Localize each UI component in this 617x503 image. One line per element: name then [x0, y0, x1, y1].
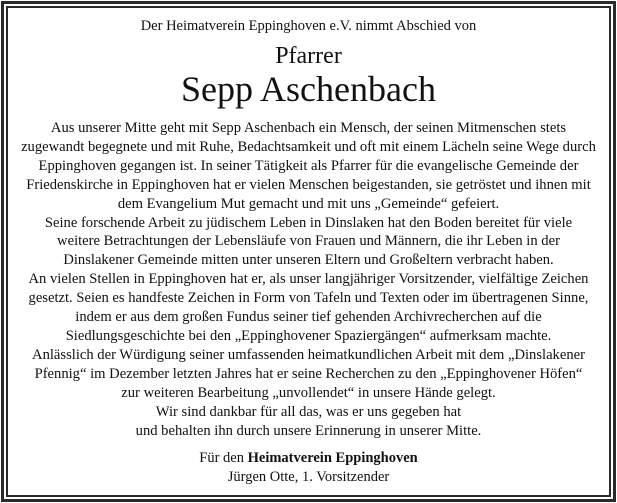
body-line: Anlässlich der Würdigung seiner umfassenden heimatkundlichen Arbeit mit dem „Dinslakener: [32, 346, 585, 363]
body-line: Dinslakener Gemeinde mitten unter unseren Eltern und Großeltern verbracht haben.: [63, 252, 554, 269]
body-line: Friedenskirche in Eppinghoven hat er vielen Menschen beigestanden, sie getröstet und ihnen mit: [26, 176, 591, 193]
body-line: Aus unserer Mitte geht mit Sepp Aschenbach ein Mensch, der seinen Mitmenschen stets: [50, 120, 567, 136]
obituary-body: [8, 119, 609, 440]
body-line: gesetzt. Seien es handfeste Zeichen in Form von Tafeln und Texten oder im übertragenen Sinne,: [28, 290, 589, 307]
signer-name: Jürgen Otte, 1. Vorsitzender: [227, 469, 390, 485]
obituary-notice: [8, 8, 609, 495]
body-line: und behalten ihn durch unsere Erinnerung in unserer Mitte.: [135, 422, 482, 439]
body-line: dem Evangelium Mut gemacht und mit uns „Gemeinde“ gefeiert.: [117, 195, 500, 212]
body-line: Pfennig“ im Dezember letzten Jahres hat er seine Recherchen zu den „Eppinghovener Höfen“: [34, 365, 583, 382]
intro-line: Der Heimatverein Eppinghoven e.V. nimmt Abschied von: [140, 18, 477, 34]
organization-name: Heimatverein Eppinghoven: [247, 450, 418, 466]
body-line: Siedlungsgeschichte bei den „Eppinghovener Spaziergängen“ aufmerksam machte.: [65, 327, 552, 344]
deceased-title: Pfarrer: [275, 43, 342, 69]
body-line: indem er aus dem großen Fundus seiner tief gehenden Archivrecherchen auf die: [75, 309, 542, 326]
body-line: Wir sind dankbar für all das, was er uns gegeben hat: [155, 403, 462, 420]
body-line: Seine forschende Arbeit zu jüdischem Leben in Dinslaken hat den Boden bereitet für viele: [44, 214, 573, 231]
signature-prefix: Für den: [199, 450, 248, 466]
body-line: weitere Betrachtungen der Lebensläufe von Frauen und Männern, die ihr Leben in der: [57, 233, 560, 250]
deceased-name: Sepp Aschenbach: [181, 69, 436, 109]
body-line: zur weiteren Bearbeitung „unvollendet“ in unsere Hände gelegt.: [121, 384, 496, 401]
body-line: An vielen Stellen in Eppinghoven hat er, als unser langjähriger Vorsitzender, vielfältige Zeichen: [28, 271, 589, 288]
signature-block: [8, 449, 609, 487]
body-line: Eppinghoven gegangen ist. In seiner Tätigkeit als Pfarrer für die evangelische Gemeinde der: [38, 157, 579, 174]
signature-organization-line: [8, 449, 609, 468]
body-line: zugewandt begegnete und mit Ruhe, Bedachtsamkeit und oft mit einem Lächeln seine Wege durch: [21, 138, 596, 155]
